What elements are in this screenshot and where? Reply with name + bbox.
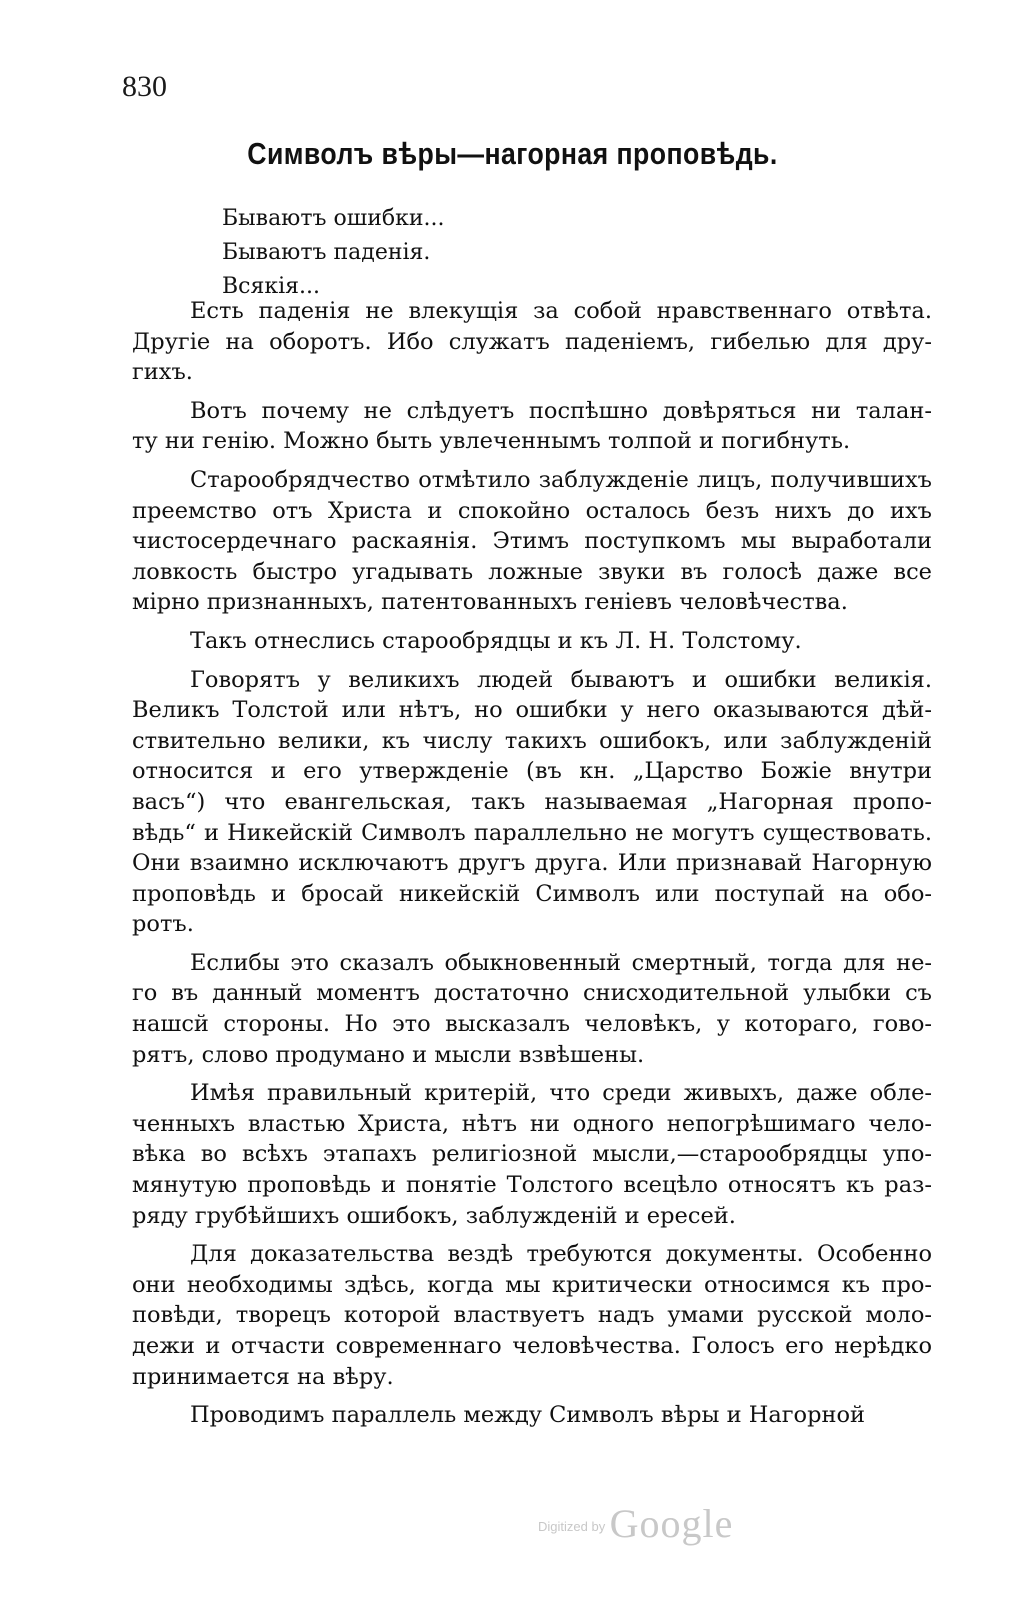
text-line: Говорятъ у великихъ людей бываютъ и ошибки великія. <box>190 666 932 693</box>
paragraph <box>132 465 932 618</box>
text-line: мянутую проповѣдь и понятіе Толстого всецѣло относятъ къ раз- <box>132 1172 932 1199</box>
epigraph-line: Бываютъ ошибки... <box>222 206 445 231</box>
body-text <box>132 296 932 1431</box>
text-line: дежи и отчасти современнаго человѣчества. Голосъ его нерѣдко <box>132 1333 932 1359</box>
text-line: Имѣя правильный критерій, что среди живыхъ, даже обле- <box>190 1080 932 1107</box>
text-line: ту ни генію. Можно быть увлеченнымъ толпой и погибнуть. <box>132 428 851 455</box>
paragraph <box>132 1078 932 1231</box>
text-line: ствительно велики, къ числу такихъ ошибокъ, или заблужденій <box>132 727 932 754</box>
paragraph <box>132 948 932 1070</box>
paragraph <box>132 396 932 457</box>
text-line: Проводимъ параллель между Символъ вѣры и Нагорной <box>190 1402 866 1429</box>
text-line: рятъ, слово продумано и мысли взвѣшены. <box>132 1041 645 1068</box>
digitized-watermark <box>538 1500 733 1547</box>
epigraph-line: Всякія... <box>222 274 321 299</box>
epigraph <box>222 202 445 304</box>
text-line: го въ данный моментъ достаточно снисходительной улыбки съ <box>132 980 932 1007</box>
page-title: Символъ вѣры—нагорная проповѣдь. <box>247 136 778 171</box>
text-line: Они взаимно исключаютъ другъ друга. Или признавай Нагорную <box>132 850 932 877</box>
paragraph <box>132 665 932 940</box>
text-line: Старообрядчество отмѣтило заблужденіе лицъ, получившихъ <box>190 466 932 493</box>
paragraph <box>132 296 932 388</box>
text-line: повѣди, творецъ которой властвуетъ надъ умами русской моло- <box>132 1302 932 1329</box>
text-line: вѣдь“ и Никейскій Символъ параллельно не могутъ существовать. <box>132 819 932 846</box>
text-line: Другіе на оборотъ. Ибо служатъ паденіемъ, гибелью для дру- <box>132 328 932 355</box>
text-line: Великъ Толстой или нѣтъ, но ошибки у него оказываются дѣй- <box>132 697 932 724</box>
text-line: принимается на вѣру. <box>132 1363 394 1390</box>
text-line: чистосердечнаго раскаянія. Этимъ поступкомъ мы выработали <box>132 528 932 555</box>
page-number: 830 <box>122 70 167 103</box>
text-line: Вотъ почему не слѣдуетъ поспѣшно довѣряться ни талан- <box>190 397 932 424</box>
google-logo: Google <box>609 1501 734 1546</box>
text-line: васъ“) что евангельская, такъ называемая „Нагорная пропо- <box>132 788 932 815</box>
text-line: преемство отъ Христа и спокойно осталось безъ нихъ до ихъ <box>132 497 932 524</box>
paragraph <box>132 1400 932 1431</box>
epigraph-line: Бываютъ паденія. <box>222 240 431 265</box>
text-line: мірно признанныхъ, патентованныхъ геніевъ человѣчества. <box>132 589 848 616</box>
text-line: Для доказательства вездѣ требуются документы. Особенно <box>190 1241 932 1268</box>
text-line: Такъ отнеслись старообрядцы и къ Л. Н. Толстому. <box>190 627 802 654</box>
text-line: проповѣдь и бросай никейскій Символъ или поступай на обо- <box>132 880 932 907</box>
text-line: Есть паденія не влекущія за собой нравственнаго отвѣта. <box>190 298 932 324</box>
text-line: ловкость быстро угадывать ложные звуки въ голосѣ даже все <box>132 558 932 585</box>
text-line: ченныхъ властью Христа, нѣтъ ни одного непогрѣшимаго чело- <box>132 1110 932 1137</box>
text-line: ряду грубѣйшихъ ошибокъ, заблужденій и ересей. <box>132 1202 736 1229</box>
text-line: гихъ. <box>132 359 193 386</box>
text-line: нашсй стороны. Но это высказалъ человѣкъ, у котораго, гово- <box>132 1011 932 1038</box>
text-line: вѣка во всѣхъ этапахъ религіозной мысли,—старообрядцы упо- <box>132 1141 932 1168</box>
text-line: Еслибы это сказалъ обыкновенный смертный, тогда для не- <box>190 949 932 976</box>
text-line: ротъ. <box>132 911 194 938</box>
text-line: относится и его утвержденіе (въ кн. „Царство Божіе внутри <box>132 758 932 785</box>
digitized-by-label: Digitized by <box>538 1519 606 1534</box>
text-line: они необходимы здѣсь, когда мы критически относимся къ про- <box>132 1271 932 1298</box>
paragraph <box>132 1239 932 1392</box>
paragraph <box>132 626 932 657</box>
